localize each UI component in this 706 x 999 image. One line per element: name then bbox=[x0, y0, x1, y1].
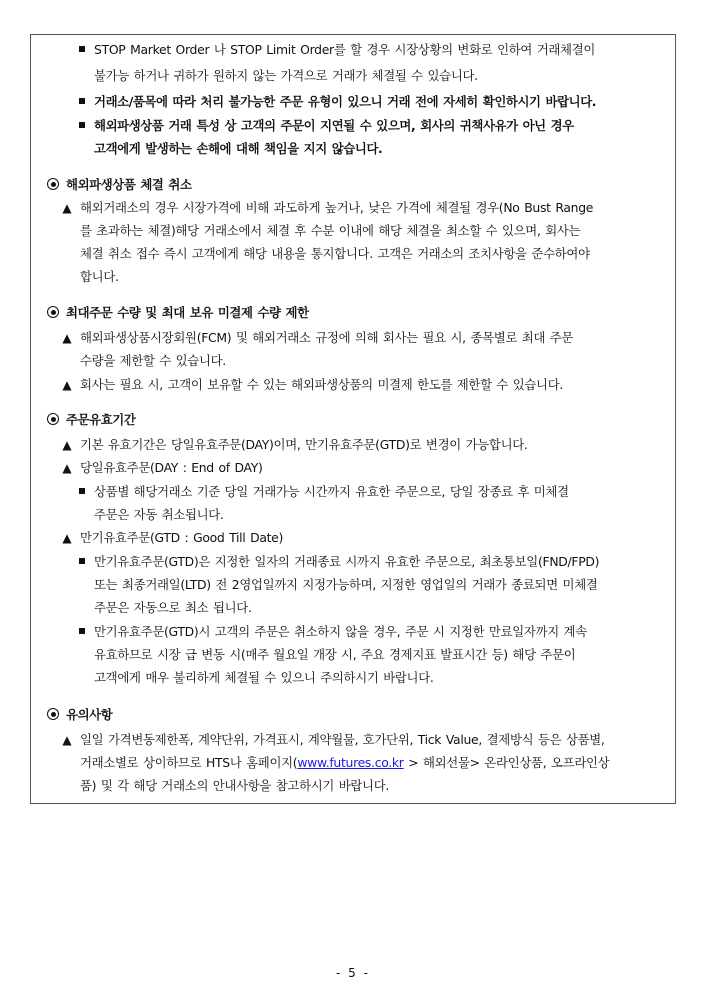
bullseye-icon bbox=[44, 412, 62, 428]
square-bullet-icon bbox=[73, 42, 91, 58]
note-3-line-1: 해외파생상품 거래 특성 상 고객의 주문이 지연될 수 있으며, 회사의 귀책사유가 아닌 경우 bbox=[94, 118, 574, 133]
section-3-item-3-sub-1-line-3: 주문은 자동으로 최소 됩니다. bbox=[94, 600, 252, 615]
square-bullet-icon bbox=[73, 484, 91, 500]
section-3-item-3-sub-1-line-1: 만기유효주문(GTD)은 지정한 일자의 거래종료 시까지 유효한 주문으로, 최초통보일(FND/FPD) bbox=[94, 554, 600, 569]
triangle-bullet-icon: ▲ bbox=[62, 531, 72, 545]
link-line-before: 거래소별로 상이하므로 HTS나 홈페이지( bbox=[80, 755, 298, 770]
section-1-item-1-line-1: 해외거래소의 경우 시장가격에 비해 과도하게 높거나, 낮은 가격에 체결될 경우(No Bust Range bbox=[80, 200, 594, 215]
section-3-item-3-sub-1-line-2: 또는 최종거래일(LTD) 전 2영업일까지 지정가능하며, 지정한 영업일의 거래가 종료되면 미체결 bbox=[94, 577, 598, 592]
section-3-item-2-line-1: 당일유효주문(DAY : End of DAY) bbox=[80, 460, 263, 475]
section-4-item-1-line-1: 일일 가격변동제한폭, 계약단위, 가격표시, 계약월물, 호가단위, Tick Value, 결제방식 등은 상품별, bbox=[80, 732, 605, 747]
section-3-item-3-sub-2-line-2: 유효하므로 시장 급 변동 시(매주 월요일 개장 시, 주요 경제지표 발표시간 등) 해당 주문이 bbox=[94, 647, 576, 662]
square-bullet-icon bbox=[73, 118, 91, 134]
square-bullet-icon bbox=[73, 554, 91, 570]
square-bullet-icon bbox=[73, 624, 91, 640]
section-2-item-1-line-1: 해외파생상품시장회원(FCM) 및 해외거래소 규정에 의해 회사는 필요 시, 종목별로 최대 주문 bbox=[80, 330, 574, 345]
triangle-bullet-icon: ▲ bbox=[62, 378, 72, 392]
section-3-item-2-sub-1-line-2: 주문은 자동 취소됩니다. bbox=[94, 507, 224, 522]
note-3-line-2: 고객에게 발생하는 손해에 대해 책임을 지지 않습니다. bbox=[94, 141, 383, 156]
section-1-item-1-line-4: 합니다. bbox=[80, 269, 119, 284]
section-3-item-3-sub-2-line-1: 만기유효주문(GTD)시 고객의 주문은 취소하지 않을 경우, 주문 시 지정한 만료일자까지 계속 bbox=[94, 624, 587, 639]
section-3-item-3-line-1: 만기유효주문(GTD : Good Till Date) bbox=[80, 530, 284, 545]
note-1-line-1: STOP Market Order 나 STOP Limit Order를 할 경우 시장상황의 변화로 인하여 거래체결이 bbox=[94, 42, 596, 57]
section-4-title: 유의사항 bbox=[66, 707, 113, 722]
page-number: - 5 - bbox=[336, 966, 370, 980]
note-1-line-2: 불가능 하거나 귀하가 원하지 않는 가격으로 거래가 체결될 수 있습니다. bbox=[94, 68, 478, 83]
note-2-line-1: 거래소/품목에 따라 처리 불가능한 주문 유형이 있으니 거래 전에 자세히 확인하시기 바랍니다. bbox=[94, 94, 597, 109]
section-1-item-1-line-3: 체결 취소 접수 즉시 고객에게 해당 내용을 통지합니다. 고객은 거래소의 조치사항을 준수하여야 bbox=[80, 246, 590, 261]
section-2-item-1-line-2: 수량을 제한할 수 있습니다. bbox=[80, 353, 226, 368]
section-1-title: 해외파생상품 체결 취소 bbox=[66, 177, 192, 192]
triangle-bullet-icon: ▲ bbox=[62, 331, 72, 345]
bullseye-icon bbox=[44, 707, 62, 723]
section-1-item-1-line-2: 를 초과하는 체결)해당 거래소에서 체결 후 수분 이내에 해당 체결을 최소할 수 있으며, 회사는 bbox=[80, 223, 581, 238]
section-4-item-1-line-3: 품) 및 각 해당 거래소의 안내사항을 참고하시기 바랍니다. bbox=[80, 778, 390, 793]
bullseye-icon bbox=[44, 305, 62, 321]
futures-website-link[interactable]: www.futures.co.kr bbox=[297, 755, 404, 770]
triangle-bullet-icon: ▲ bbox=[62, 438, 72, 452]
section-3-item-2-sub-1-line-1: 상품별 해당거래소 기준 당일 거래가능 시간까지 유효한 주문으로, 당일 장종료 후 미체결 bbox=[94, 484, 569, 499]
section-4-item-1-line-2 bbox=[80, 755, 609, 771]
bullseye-icon bbox=[44, 177, 62, 193]
section-2-title: 최대주문 수량 및 최대 보유 미결제 수량 제한 bbox=[66, 305, 309, 320]
triangle-bullet-icon: ▲ bbox=[62, 201, 72, 215]
section-3-item-1-line-1: 기본 유효기간은 당일유효주문(DAY)이며, 만기유효주문(GTD)로 변경이 가능합니다. bbox=[80, 437, 528, 452]
link-line-after: > 해외선물> 온라인상품, 오프라인상 bbox=[403, 755, 610, 770]
triangle-bullet-icon: ▲ bbox=[62, 461, 72, 475]
section-2-item-2-line-1: 회사는 필요 시, 고객이 보유할 수 있는 해외파생상품의 미결제 한도를 제한할 수 있습니다. bbox=[80, 377, 564, 392]
square-bullet-icon bbox=[73, 94, 91, 110]
triangle-bullet-icon: ▲ bbox=[62, 733, 72, 747]
section-3-item-3-sub-2-line-3: 고객에게 매우 불리하게 체결될 수 있으니 주의하시기 바랍니다. bbox=[94, 670, 434, 685]
section-3-title: 주문유효기간 bbox=[66, 412, 136, 427]
